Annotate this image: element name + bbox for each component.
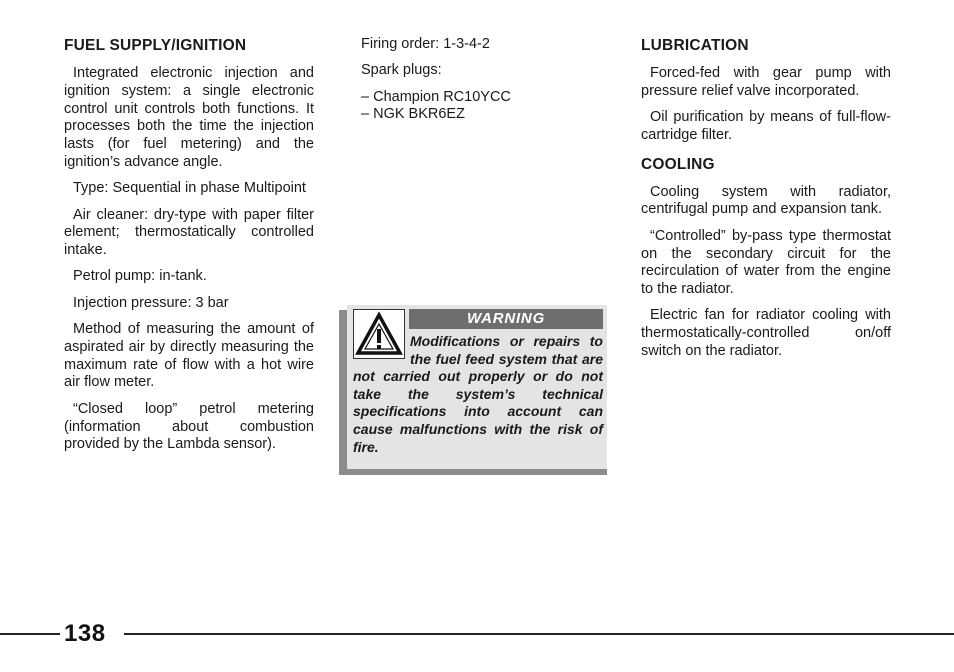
paragraph: “Controlled” by-pass type thermostat on the secondary circuit for the recirculation of water from the engine to the radiator. [641,227,891,298]
column-fuel-supply [64,36,314,463]
paragraph: Forced-fed with gear pump with pressure relief valve incorporated. [641,65,891,99]
paragraph: Air cleaner: dry-type with paper filter element; thermostatically controlled intake. [64,206,314,259]
firing-order: Firing order: 1-3-4-2 [361,36,490,52]
column-lubrication-cooling [641,36,891,369]
paragraph: Cooling system with radiator, centrifugal pump and expansion tank. [641,183,891,218]
spark-plugs-label: Spark plugs: [361,62,442,79]
paragraph: “Closed loop” petrol metering (information about combustion provided by the Lambda sensor). [64,400,314,453]
paragraph: Oil purification by means of full-flow-cartridge filter. [641,109,891,143]
paragraph: Petrol pump: in-tank. [73,268,207,285]
list-item: – Champion RC10YCC [361,88,511,105]
paragraph: Type: Sequential in phase Multipoint [73,180,306,197]
footer-rule [0,633,60,635]
page-number: 138 [64,620,106,647]
heading-fuel-supply: FUEL SUPPLY/IGNITION [64,37,247,54]
paragraph: Electric fan for radiator cooling with thermostatically-controlled on/off switch on the radiator. [641,307,891,360]
warning-text-block [353,333,603,456]
footer-rule [124,633,954,635]
column-spark-plugs [361,36,601,124]
warning-title: WARNING [409,309,603,329]
heading-lubrication: LUBRICATION [641,37,749,54]
list-item: – NGK BKR6EZ [361,106,465,123]
warning-text: Modifications or repairs to the fuel feed system that are not carried out properly or do not take the system’s technical specifications into account can cause malfunctions with the risk of fire. [353,333,603,455]
paragraph: Integrated electronic injection and ignition system: a single electronic control unit controls both functions. It processes both the time the injection lasts (for fuel metering) and the ignition’s advance angle. [64,65,314,170]
warning-panel [347,305,607,469]
paragraph: Method of measuring the amount of aspirated air by directly measuring the maximum rate of flow with a hot wire air flow meter. [64,321,314,391]
paragraph: Injection pressure: 3 bar [73,294,229,311]
heading-cooling: COOLING [641,155,715,173]
warning-shadow [344,469,607,475]
warning-box [339,305,607,475]
spark-plugs-list [361,89,601,125]
